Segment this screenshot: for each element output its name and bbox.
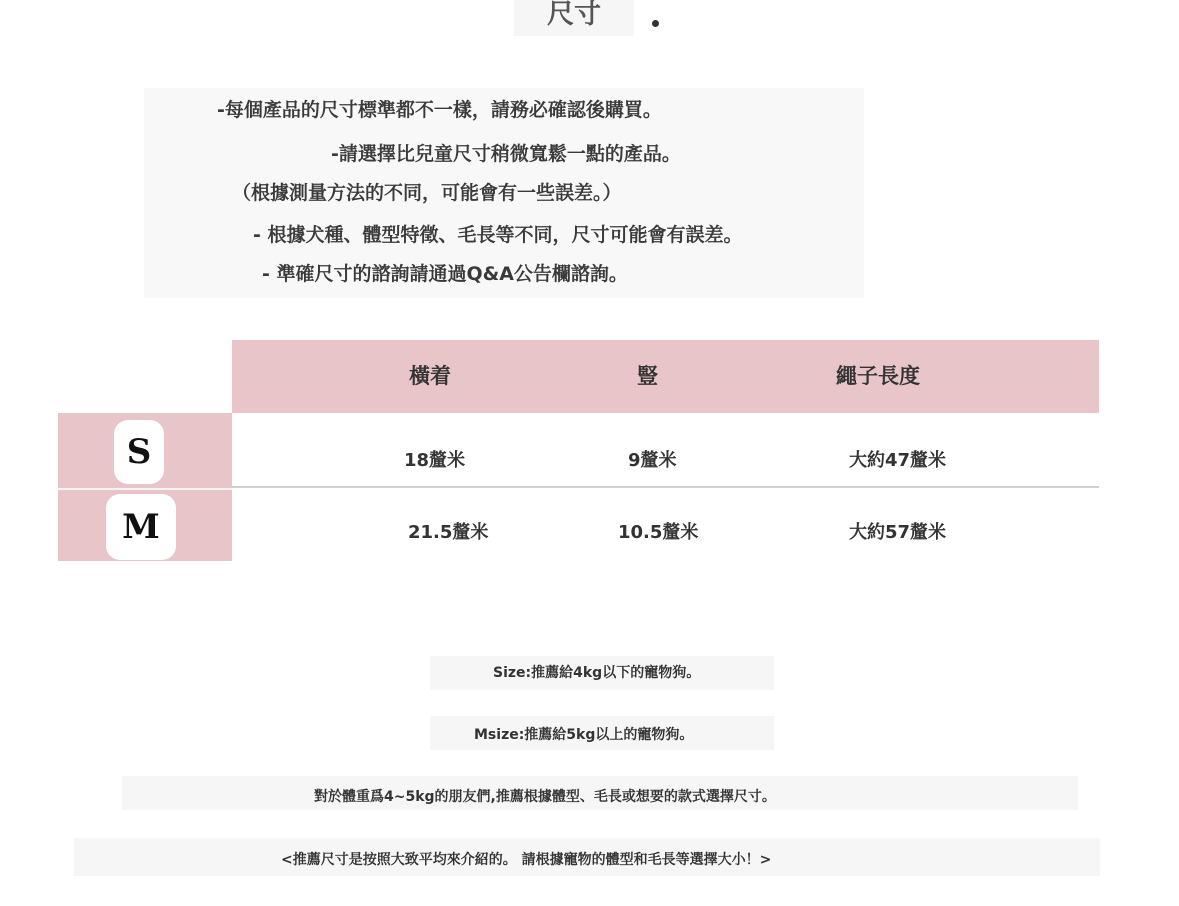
- info-line-weight-range: 對於體重爲4~5kg的朋友們,推薦根據體型、毛長或想要的款式選擇尺寸。: [314, 789, 776, 805]
- note-line-5: - 準確尺寸的諮詢請通過Q&A公告欄諮詢。: [262, 263, 628, 285]
- size-table-header: [232, 340, 1099, 413]
- info-line-size: Size:推薦給4kg以下的寵物狗。: [493, 665, 701, 681]
- note-line-3: （根據測量方法的不同，可能會有一些誤差。）: [232, 182, 622, 204]
- s-width: 18釐米: [404, 450, 466, 471]
- table-row-divider: [232, 486, 1099, 488]
- info-line-msize: Msize:推薦給5kg以上的寵物狗。: [474, 727, 694, 743]
- m-width: 21.5釐米: [408, 522, 489, 543]
- header-width: 橫着: [409, 364, 451, 388]
- size-badge-s: S: [114, 420, 164, 484]
- title-dot: [652, 20, 659, 27]
- m-strap-length: 大約57釐米: [849, 522, 947, 543]
- note-line-4: - 根據犬種、體型特徵、毛長等不同，尺寸可能會有誤差。: [253, 224, 743, 246]
- m-height: 10.5釐米: [618, 522, 699, 543]
- note-line-1: -每個產品的尺寸標準都不一樣，請務必確認後購買。: [217, 99, 662, 121]
- size-column-divider: [58, 488, 232, 490]
- s-height: 9釐米: [628, 450, 677, 471]
- size-badge-m: M: [106, 494, 176, 560]
- info-line-disclaimer: <推薦尺寸是按照大致平均來介紹的。 請根據寵物的體型和毛長等選擇大小！>: [281, 852, 772, 868]
- s-strap-length: 大約47釐米: [849, 450, 947, 471]
- header-height: 豎: [637, 364, 658, 388]
- header-strap-length: 繩子長度: [836, 364, 920, 388]
- note-line-2: -請選擇比兒童尺寸稍微寬鬆一點的產品。: [331, 143, 681, 165]
- page-title: 尺寸: [514, 0, 634, 36]
